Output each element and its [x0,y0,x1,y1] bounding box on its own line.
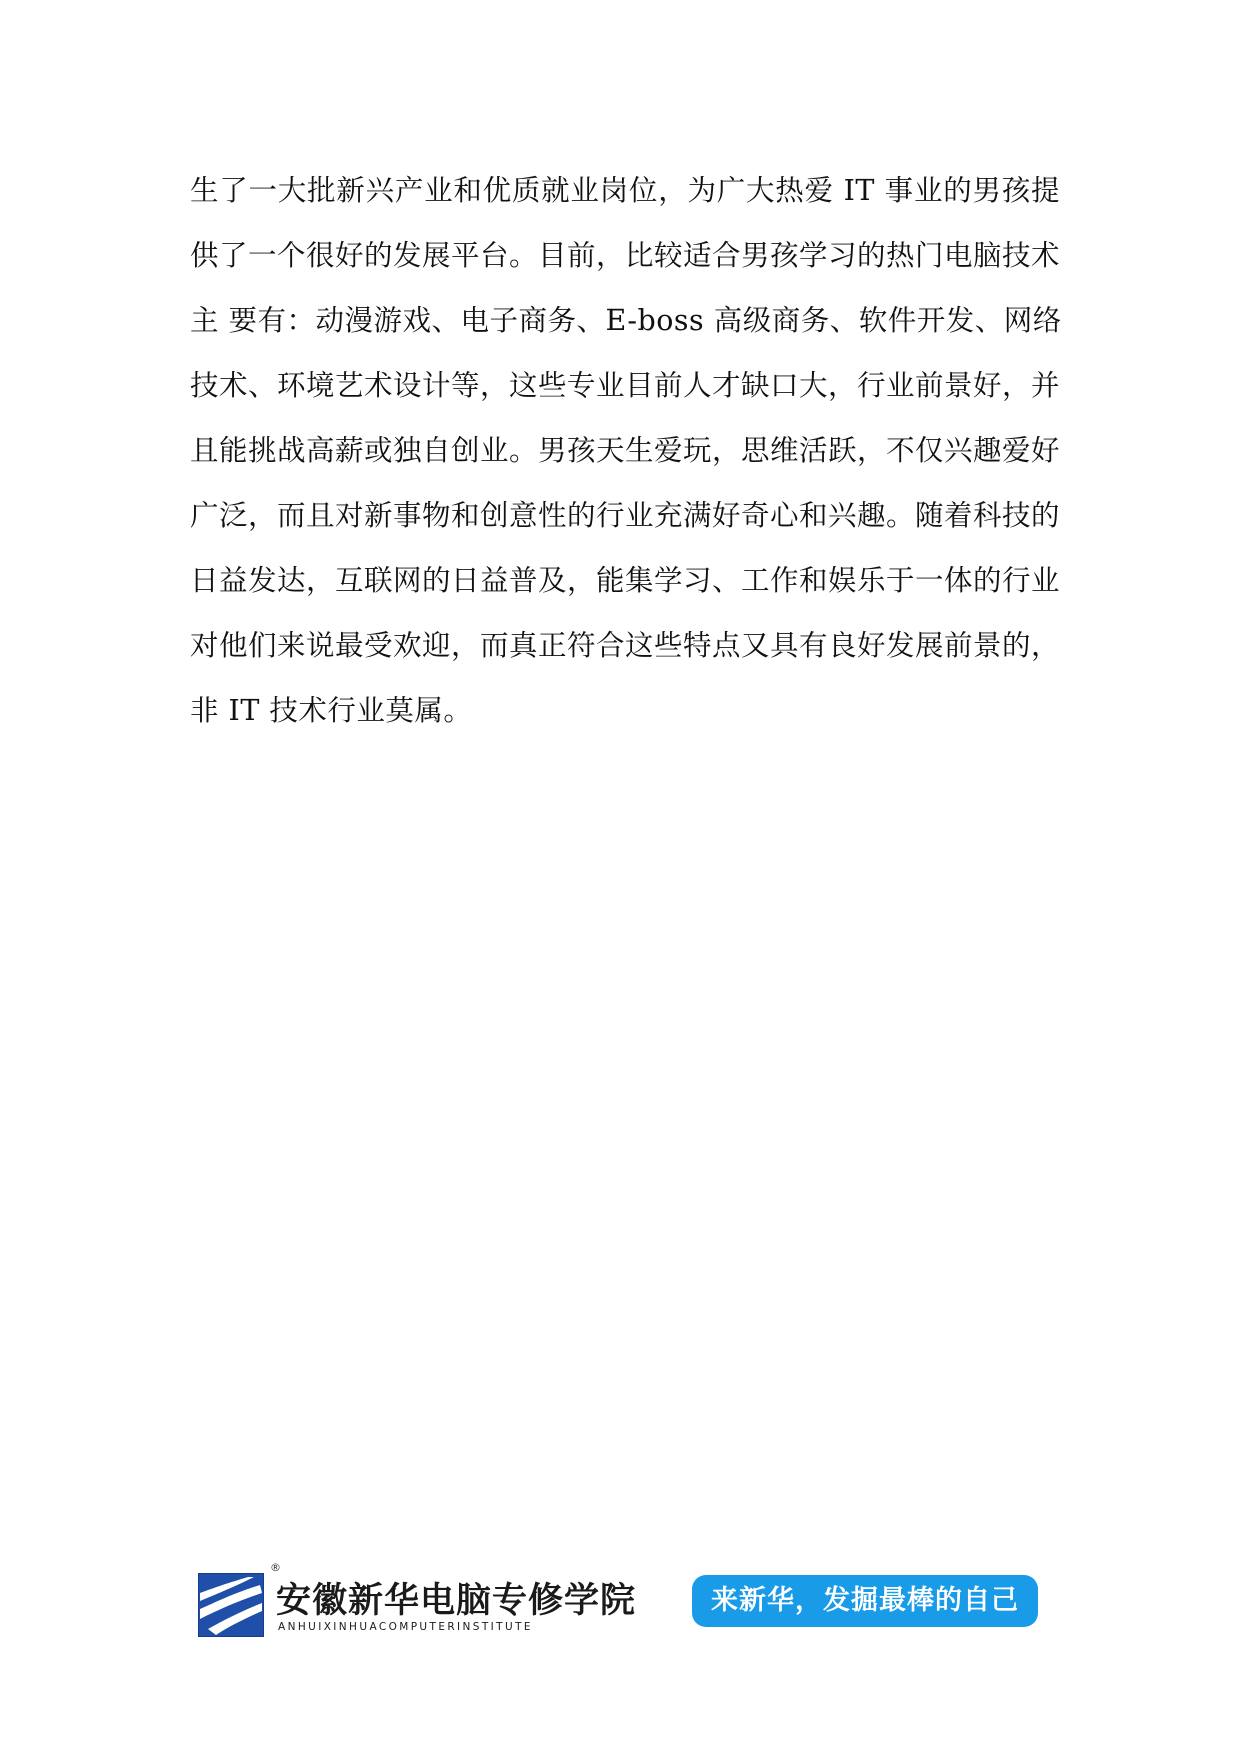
institute-name-cn: 安徽新华电脑专修学院 [276,1581,637,1621]
paragraph-line: 技术、环境艺术设计等，这些专业目前人才缺口大，行业前景好，并 [190,369,1061,402]
paragraph-line: 供了一个很好的发展平台。目前，比较适合男孩学习的热门电脑技术 [190,239,1061,272]
institute-name-en: ANHUIXINHUACOMPUTERINSTITUTE [278,1621,533,1633]
paragraph-line: 日益发达，互联网的日益普及，能集学习、工作和娱乐于一体的行业 [190,564,1061,597]
paragraph-line: 生了一大批新兴产业和优质就业岗位，为广大热爱 IT 事业的男孩提 [190,174,1060,207]
body-paragraph [190,158,1060,743]
paragraph-line: 广泛，而且对新事物和创意性的行业充满好奇心和兴趣。随着科技的 [190,499,1061,532]
paragraph-line: 且能挑战高薪或独自创业。男孩天生爱玩，思维活跃，不仅兴趣爱好 [190,434,1061,467]
paragraph-line: 主 要有：动漫游戏、电子商务、E-boss 高级商务、软件开发、网络 [190,304,1062,337]
page-footer [198,1561,1058,1639]
institute-logo [198,1561,638,1639]
slogan-banner: 来新华，发掘最棒的自己 [692,1575,1038,1627]
paragraph-line: 对他们来说最受欢迎，而真正符合这些特点又具有良好发展前景的， [190,629,1061,662]
registered-mark: ® [270,1561,281,1574]
paragraph-line: 非 IT 技术行业莫属。 [190,694,473,727]
anhui-xinhua-logo-icon [198,1573,264,1637]
